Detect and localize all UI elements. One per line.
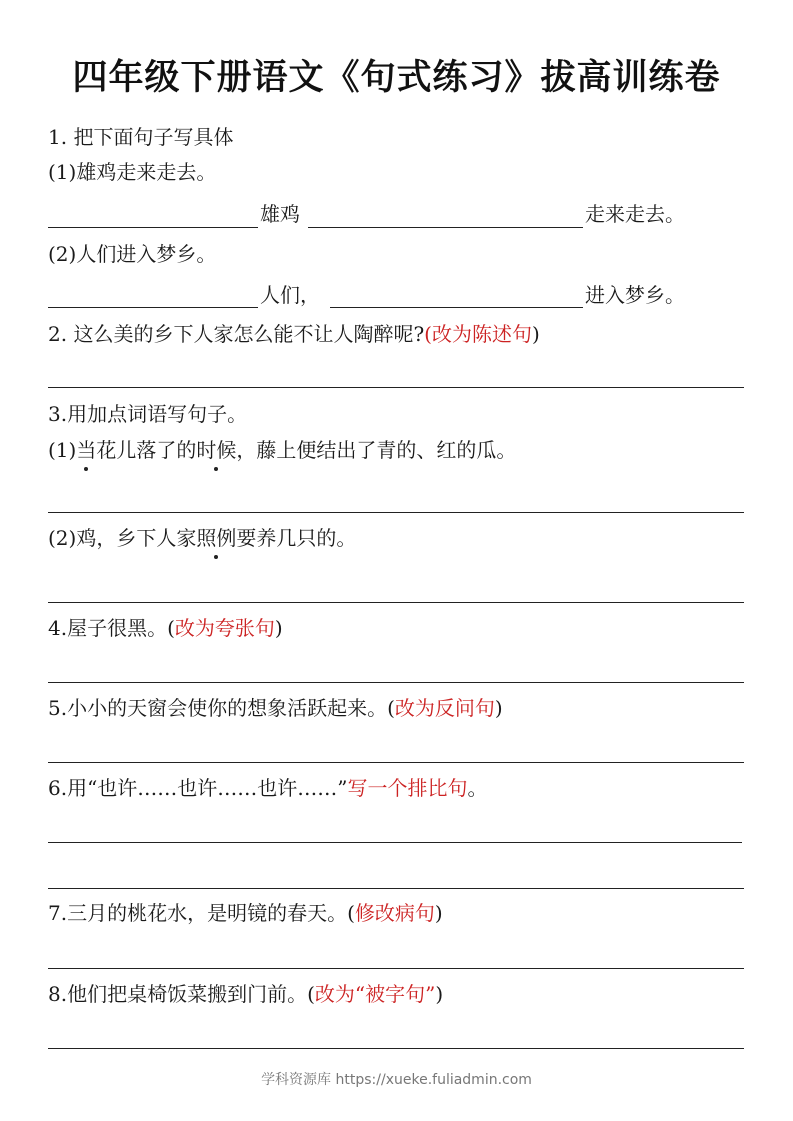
q6-answer-line-1[interactable] xyxy=(48,842,742,843)
q1-blank-2b[interactable] xyxy=(330,307,583,308)
q1-blank-1b[interactable] xyxy=(308,227,583,228)
q3-sentence-2: (2)鸡，乡下人家照例要养几只的。 xyxy=(48,526,357,550)
q4-prompt: 4.屋子很黑。(改为夸张句) xyxy=(48,616,283,640)
q3-sentence-1: (1)当花儿落了的时候，藤上便结出了青的、红的瓜。 xyxy=(48,438,517,462)
q1-heading: 1. 把下面句子写具体 xyxy=(48,125,234,149)
q1-sentence-1: (1)雄鸡走来走去。 xyxy=(48,160,217,184)
dotted-word: 当 xyxy=(76,438,97,462)
q1-blank-1a[interactable] xyxy=(48,227,258,228)
q8-answer-line[interactable] xyxy=(48,1048,744,1049)
dotted-word: 时候 xyxy=(196,438,237,462)
q6-prompt: 6.用“也许……也许……也许……”写一个排比句。 xyxy=(48,776,488,800)
q3-answer-line-2[interactable] xyxy=(48,602,744,603)
q6-instruction: 写一个排比句 xyxy=(347,776,468,800)
q4-instruction: 改为夸张句 xyxy=(174,616,275,640)
q5-prompt: 5.小小的天窗会使你的想象活跃起来。(改为反问句) xyxy=(48,696,503,720)
dotted-word: 照例 xyxy=(196,526,237,550)
q2-answer-line[interactable] xyxy=(48,387,744,388)
q7-prompt: 7.三月的桃花水，是明镜的春天。(修改病句) xyxy=(48,901,443,925)
q3-answer-line-1[interactable] xyxy=(48,512,744,513)
q1-blank-2a[interactable] xyxy=(48,307,258,308)
q1-s1-mid: 雄鸡 xyxy=(260,202,300,226)
q5-answer-line[interactable] xyxy=(48,762,744,763)
q1-s2-end: 进入梦乡。 xyxy=(585,283,685,307)
q2-prompt: 2. 这么美的乡下人家怎么能不让人陶醉呢?(改为陈述句) xyxy=(48,322,540,346)
q1-s2-mid: 人们， xyxy=(260,283,320,307)
q8-instruction: 改为“被字句” xyxy=(314,982,436,1006)
q1-s1-end: 走来走去。 xyxy=(585,202,685,226)
q5-instruction: 改为反问句 xyxy=(394,696,495,720)
q6-answer-line-2[interactable] xyxy=(48,888,744,889)
q1-sentence-2: (2)人们进入梦乡。 xyxy=(48,242,217,266)
q3-heading: 3.用加点词语写句子。 xyxy=(48,402,248,426)
q8-prompt: 8.他们把桌椅饭菜搬到门前。(改为“被字句”) xyxy=(48,982,444,1006)
q4-answer-line[interactable] xyxy=(48,682,744,683)
q7-instruction: 修改病句 xyxy=(354,901,435,925)
footer-watermark: 学科资源库 https://xueke.fuliadmin.com xyxy=(261,1072,532,1088)
q2-instruction: (改为陈述句 xyxy=(424,322,532,346)
q7-answer-line[interactable] xyxy=(48,968,744,969)
page-title: 四年级下册语文《句式练习》拔高训练卷 xyxy=(72,58,721,98)
